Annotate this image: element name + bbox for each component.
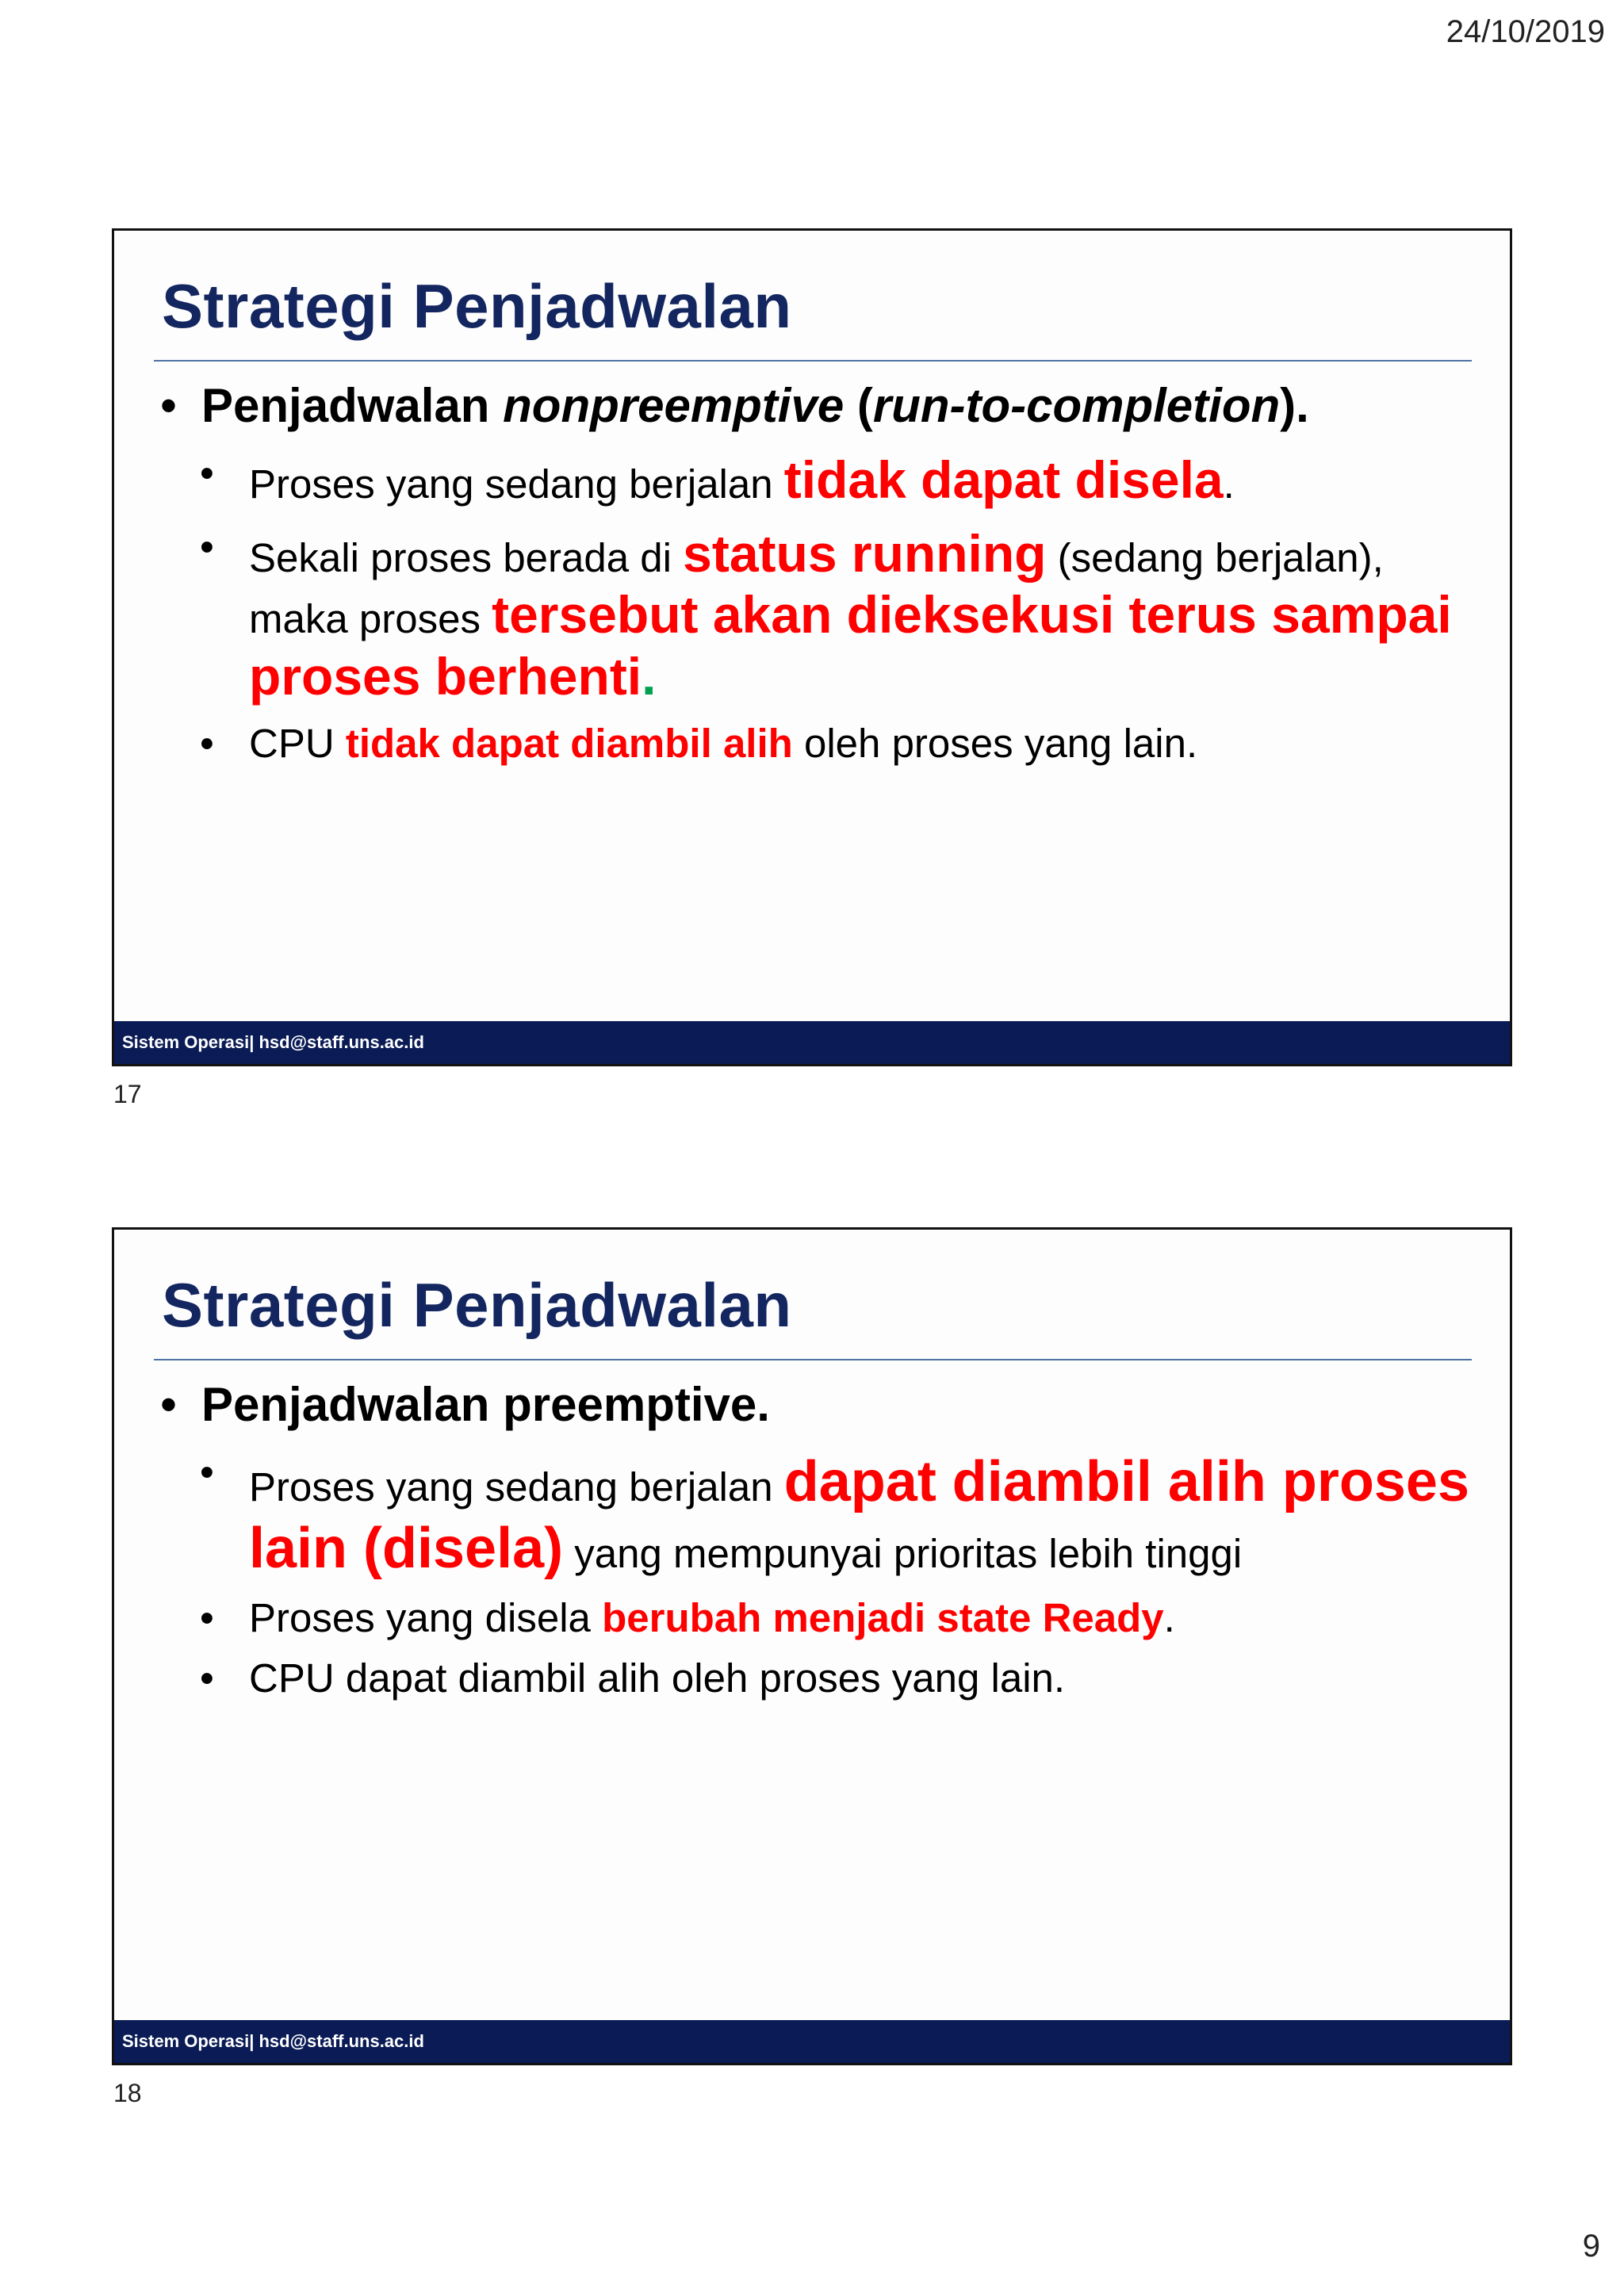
- sub-bullet: • Proses yang sedang berjalan tidak dapat disela.: [160, 450, 1478, 511]
- slide-title: Strategi Penjadwalan: [162, 271, 792, 341]
- sub-bullet: • Sekali proses berada di status running (sedang berjalan), maka proses tersebut akan dieksekusi terus sampai proses berhenti.: [160, 523, 1478, 707]
- sub-bullet: • Proses yang disela berubah menjadi state Ready.: [160, 1594, 1478, 1642]
- footer-text: Sistem Operasi| hsd@staff.uns.ac.id: [122, 1032, 424, 1052]
- sub-bullet: • CPU tidak dapat diambil alih oleh proses yang lain.: [160, 720, 1478, 767]
- slide-18: [112, 1227, 1512, 2065]
- main-bullet: • Penjadwalan preemptive.: [160, 1374, 1478, 1436]
- page-number: 9: [1582, 2229, 1600, 2263]
- slide-number: 18: [113, 2079, 142, 2107]
- sub-bullet: • CPU dapat diambil alih oleh proses yang lain.: [160, 1655, 1478, 1702]
- slide-title: Strategi Penjadwalan: [162, 1270, 792, 1340]
- slide-footer: [114, 1021, 1510, 1064]
- slide-17: [112, 228, 1512, 1066]
- slide-number: 17: [113, 1080, 142, 1108]
- footer-text: Sistem Operasi| hsd@staff.uns.ac.id: [122, 2031, 424, 2051]
- slide-content: [160, 1374, 1478, 1702]
- sub-bullet: • Proses yang sedang berjalan dapat diambil alih proses lain (disela) yang mempunyai prioritas lebih tinggi: [160, 1448, 1478, 1582]
- slide-content: [160, 375, 1478, 767]
- page-date: 24/10/2019: [1446, 14, 1605, 49]
- slide-footer: [114, 2020, 1510, 2063]
- main-bullet: • Penjadwalan nonpreemptive (run-to-completion).: [160, 375, 1478, 437]
- title-divider: [154, 1359, 1472, 1360]
- title-divider: [154, 360, 1472, 362]
